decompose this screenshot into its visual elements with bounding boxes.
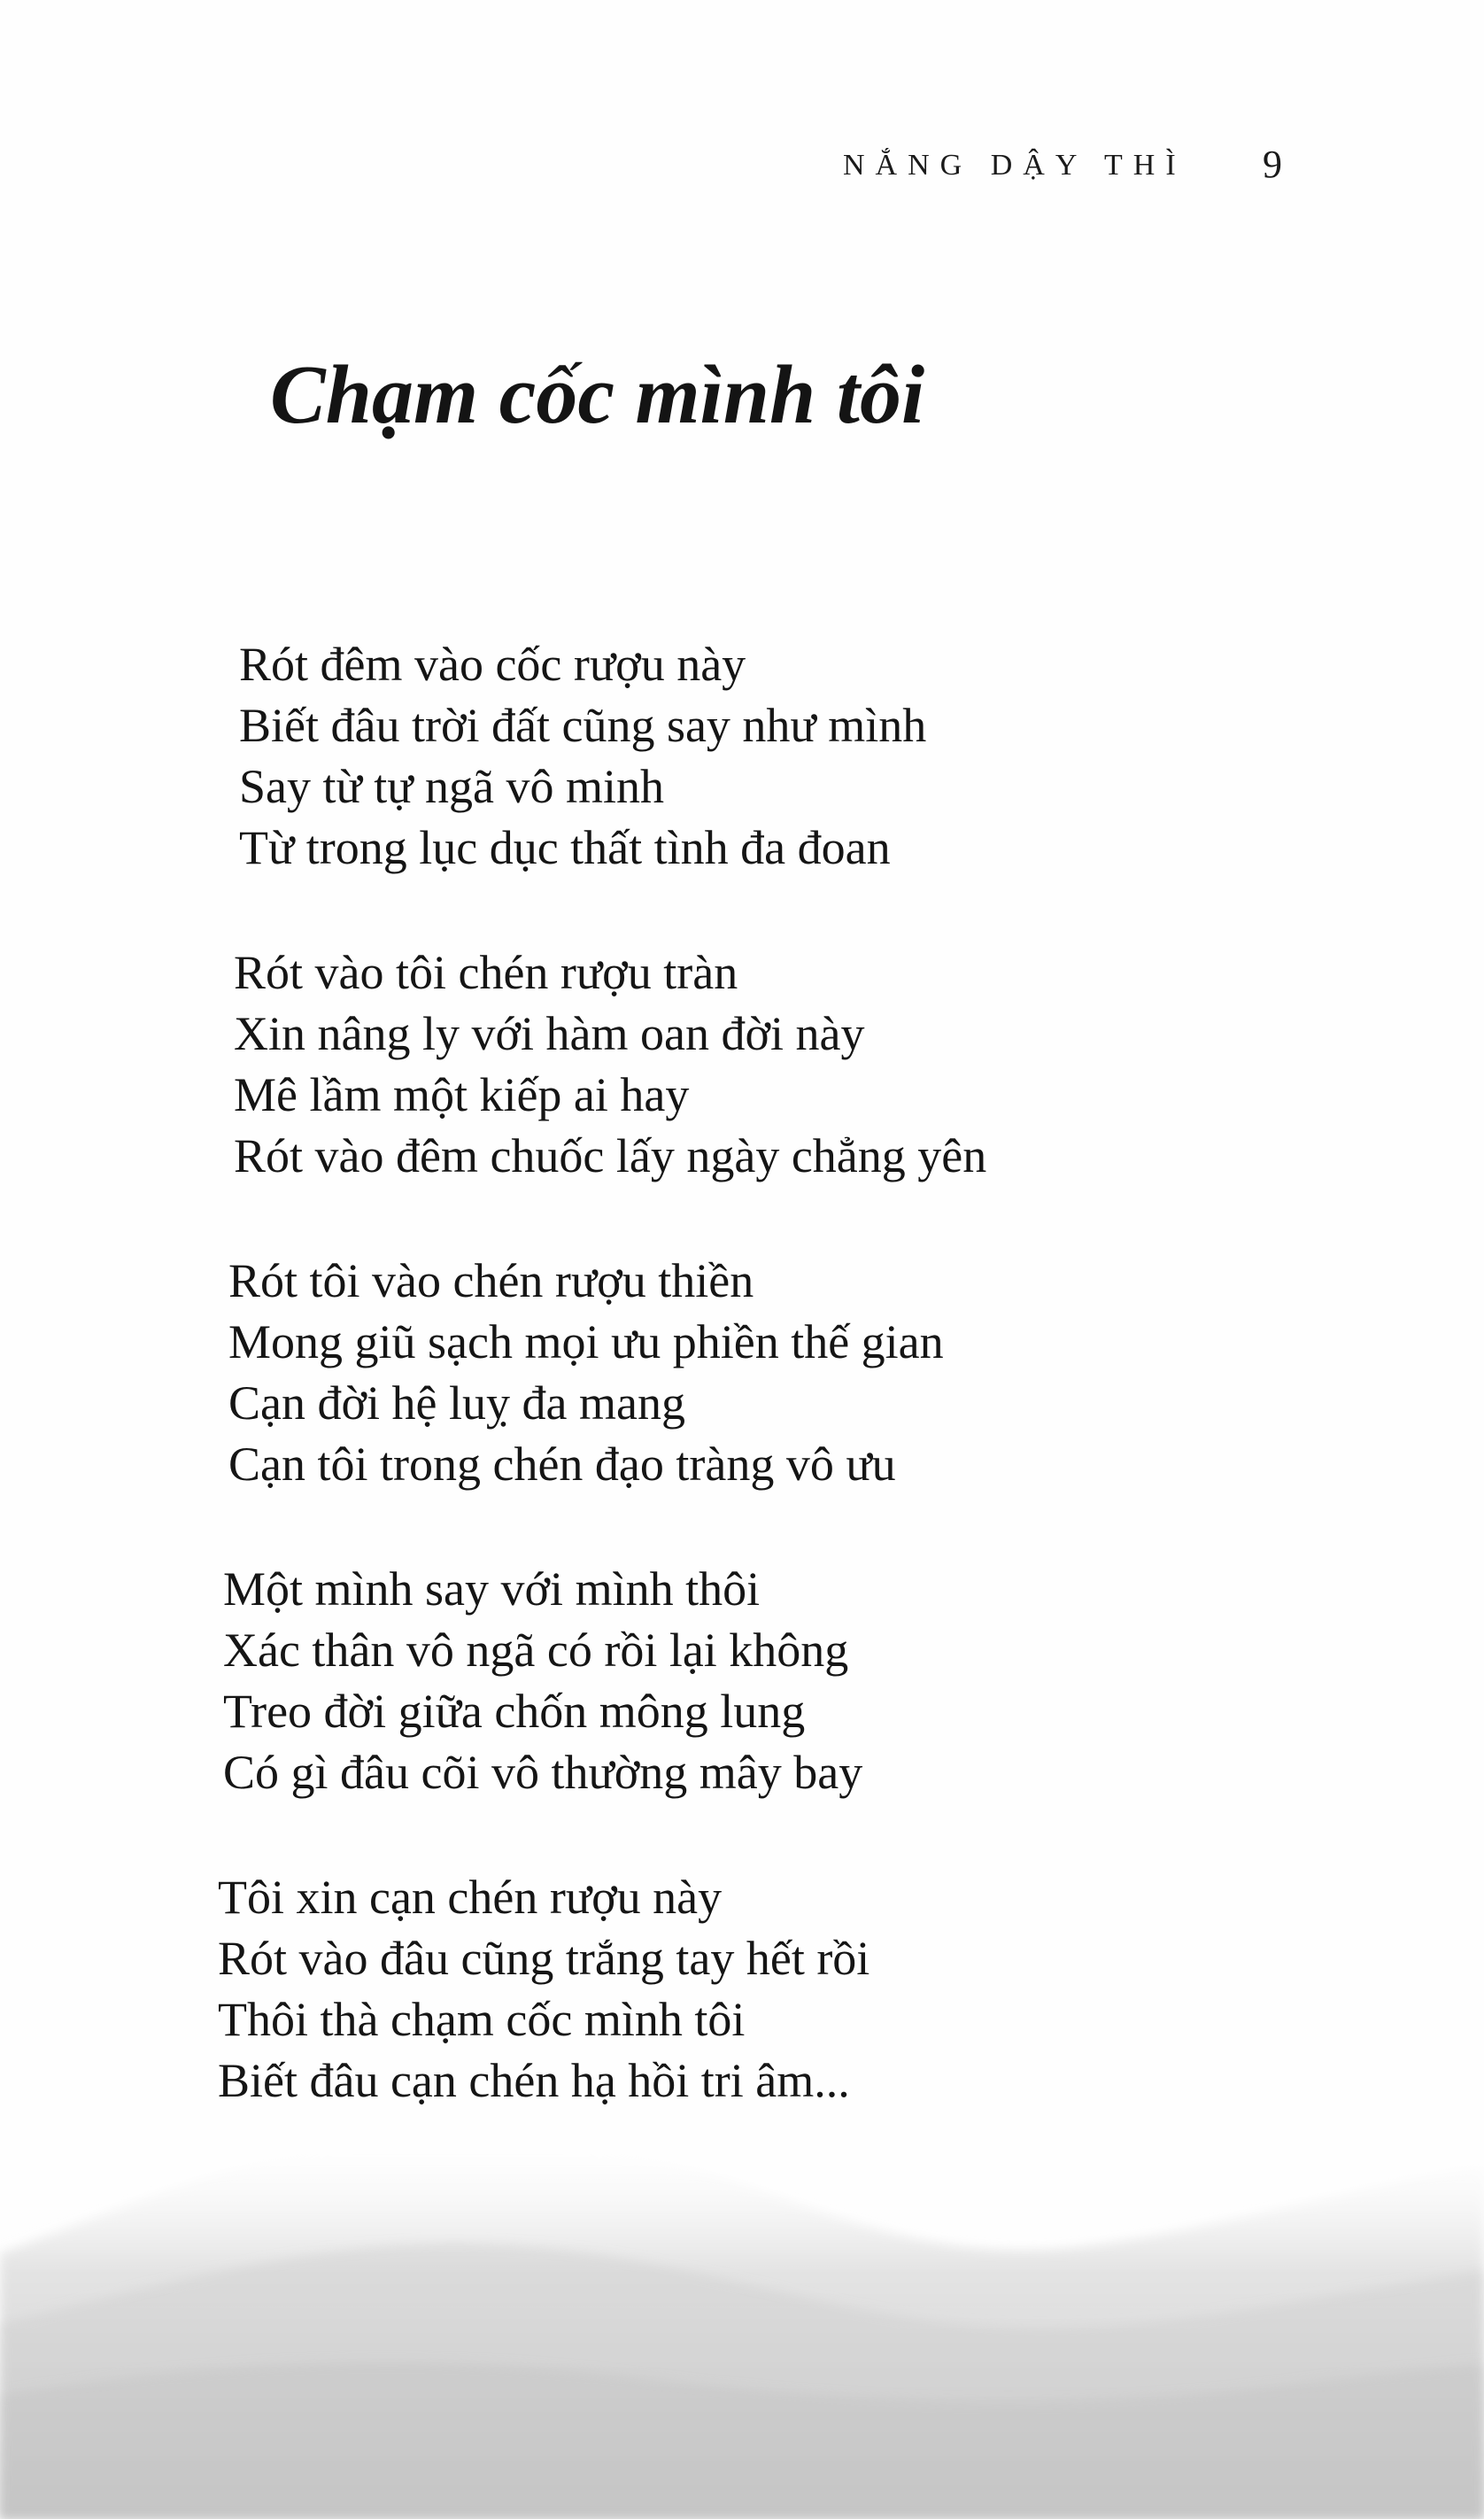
poem-line: Mê lầm một kiếp ai hay xyxy=(234,1068,690,1121)
poem-line: Biết đâu trời đất cũng say như mình xyxy=(239,699,927,752)
poem-line: Một mình say với mình thôi xyxy=(223,1562,761,1616)
poem-line: Rót vào đêm chuốc lấy ngày chẳng yên xyxy=(234,1129,987,1182)
poem-line: Có gì đâu cõi vô thường mây bay xyxy=(223,1746,863,1799)
poem-line: Biết đâu cạn chén hạ hồi tri âm... xyxy=(218,2054,850,2107)
stanza-4 xyxy=(223,1559,1302,1803)
stanza-2 xyxy=(234,942,1302,1187)
running-header: NẮNG DẬY THÌ xyxy=(843,149,1186,182)
poem-line: Treo đời giữa chốn mông lung xyxy=(223,1685,806,1738)
poem-line: Rót vào tôi chén rượu tràn xyxy=(234,946,738,999)
page-number: 9 xyxy=(1263,143,1282,186)
poem-line: Xin nâng ly với hàm oan đời này xyxy=(234,1007,865,1060)
poem-line: Thôi thà chạm cốc mình tôi xyxy=(218,1993,746,2046)
ink-wash-hills-icon xyxy=(0,2058,1484,2519)
poem-line: Mong giũ sạch mọi ưu phiền thế gian xyxy=(228,1315,944,1368)
stanza-3 xyxy=(228,1251,1302,1495)
poem-line: Cạn tôi trong chén đạo tràng vô ưu xyxy=(228,1438,896,1491)
poem-line: Rót vào đâu cũng trắng tay hết rồi xyxy=(218,1932,870,1985)
poem-title: Chạm cốc mình tôi xyxy=(270,349,925,441)
poem-line: Rót tôi vào chén rượu thiền xyxy=(228,1254,754,1307)
poem-body xyxy=(218,634,1302,2175)
poem-line: Rót đêm vào cốc rượu này xyxy=(239,638,746,691)
poem-line: Cạn đời hệ luỵ đa mang xyxy=(228,1376,685,1430)
poem-line: Tôi xin cạn chén rượu này xyxy=(218,1871,723,1924)
poem-line: Từ trong lục dục thất tình đa đoan xyxy=(239,821,891,874)
poem-line: Say từ tự ngã vô minh xyxy=(239,760,665,813)
stanza-1 xyxy=(239,634,1302,879)
poem-line: Xác thân vô ngã có rồi lại không xyxy=(223,1624,849,1677)
